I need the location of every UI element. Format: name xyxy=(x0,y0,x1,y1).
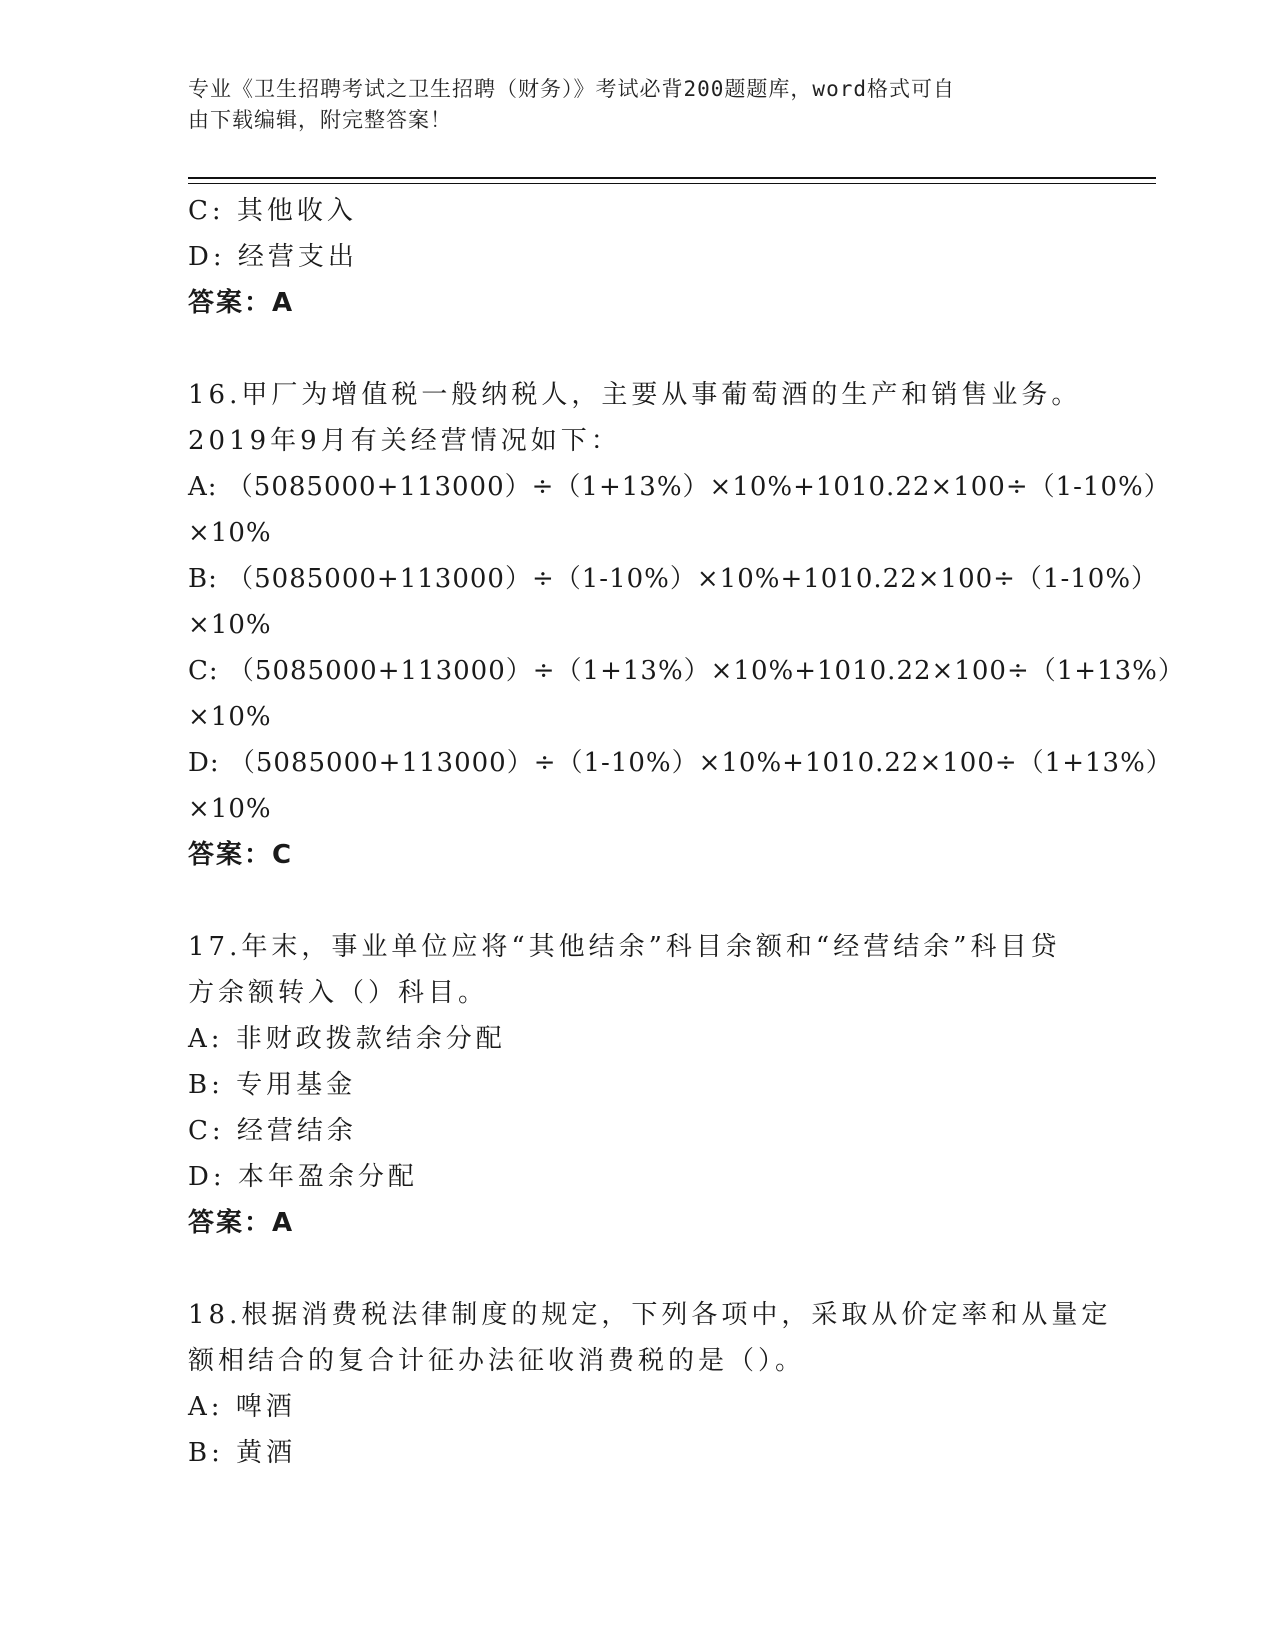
option-d: D: 本年盈余分配 xyxy=(188,1162,418,1192)
option-d: D: （5085000+113000）÷（1-10%）×10%+1010.22×100÷（1+13%） xyxy=(188,748,1173,778)
answer-line: 答案：C xyxy=(188,840,294,870)
question-stem: 2019年9月有关经营情况如下： xyxy=(188,426,621,456)
option-a: A: 非财政拨款结余分配 xyxy=(188,1024,506,1054)
question-16 xyxy=(188,372,1185,878)
question-18 xyxy=(188,1292,1112,1476)
header-rule-thick xyxy=(188,177,1156,179)
option-c: C: 经营结余 xyxy=(188,1116,357,1146)
option-a: A: 啤酒 xyxy=(188,1392,296,1422)
header-rule-thin xyxy=(188,183,1156,184)
answer-line: 答案：A xyxy=(188,288,295,318)
header-line-2: 由下载编辑，附完整答案！ xyxy=(188,108,452,132)
option-d-cont: ×10% xyxy=(188,794,272,824)
question-stem: 16.甲厂为增值税一般纳税人，主要从事葡萄酒的生产和销售业务。 xyxy=(188,380,1082,410)
header-line-1: 专业《卫生招聘考试之卫生招聘（财务）》考试必背200题题库，word格式可自 xyxy=(188,77,955,101)
question-stem: 18.根据消费税法律制度的规定，下列各项中，采取从价定率和从量定 xyxy=(188,1300,1112,1330)
answer-line: 答案：A xyxy=(188,1208,295,1238)
option-a: A: （5085000+113000）÷（1+13%）×10%+1010.22×100÷（1-10%） xyxy=(188,472,1171,502)
question-17 xyxy=(188,924,1088,1246)
question-stem: 方余额转入（）科目。 xyxy=(188,978,489,1008)
option-c: C: （5085000+113000）÷（1+13%）×10%+1010.22×100÷（1+13%） xyxy=(188,656,1185,686)
spacer xyxy=(188,326,1088,372)
document-body xyxy=(188,188,1185,1476)
option-b: B: 专用基金 xyxy=(188,1070,357,1100)
page-header xyxy=(188,74,1088,136)
question-stem: 17.年末，事业单位应将“其他结余”科目余额和“经营结余”科目贷 xyxy=(188,932,1061,962)
option-b: B: 黄酒 xyxy=(188,1438,297,1468)
question-stem: 额相结合的复合计征办法征收消费税的是（）。 xyxy=(188,1346,806,1376)
option-c: C: 其他收入 xyxy=(188,196,357,226)
option-a-cont: ×10% xyxy=(188,518,272,548)
option-b: B: （5085000+113000）÷（1-10%）×10%+1010.22×100÷（1-10%） xyxy=(188,564,1159,594)
option-b-cont: ×10% xyxy=(188,610,272,640)
spacer xyxy=(188,1246,1088,1292)
option-c-cont: ×10% xyxy=(188,702,272,732)
option-d: D: 经营支出 xyxy=(188,242,358,272)
question-15-tail xyxy=(188,188,1088,326)
spacer xyxy=(188,878,1088,924)
